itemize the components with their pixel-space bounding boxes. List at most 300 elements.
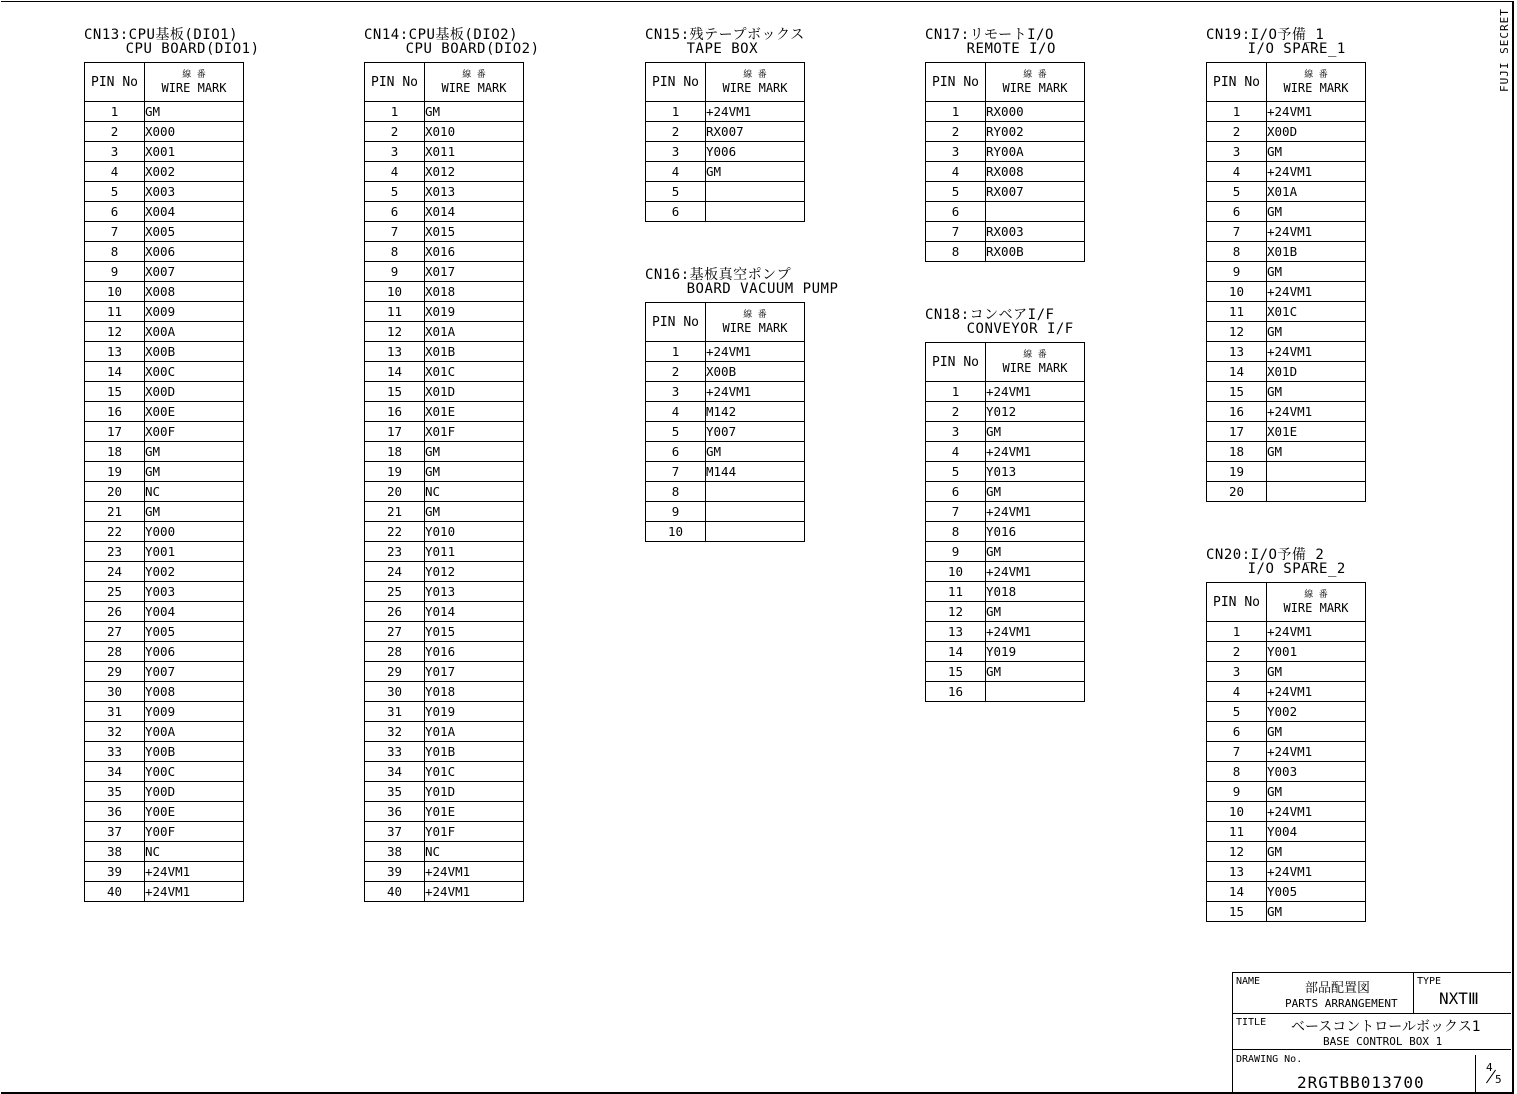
cn14-title-en: CPU BOARD(DIO2) — [405, 41, 540, 57]
wire-mark: Y005 — [1267, 882, 1366, 902]
wire-mark: X006 — [145, 242, 244, 262]
table-row — [85, 802, 244, 822]
pin-number: 28 — [85, 642, 145, 662]
pin-number: 6 — [646, 442, 706, 462]
table-row — [1207, 302, 1366, 322]
wire-mark-header — [986, 343, 1085, 382]
pin-number: 13 — [365, 342, 425, 362]
pin-number: 9 — [926, 542, 986, 562]
name-en: PARTS ARRANGEMENT — [1285, 997, 1398, 1010]
wire-mark: Y013 — [986, 462, 1085, 482]
wire-mark: X018 — [425, 282, 524, 302]
cn18-title — [925, 308, 1085, 336]
pin-number: 40 — [365, 882, 425, 902]
wire-mark: Y017 — [425, 662, 524, 682]
pin-number: 20 — [1207, 482, 1267, 502]
wire-mark: Y006 — [706, 142, 805, 162]
cn17-connector — [925, 28, 1085, 262]
pin-number: 20 — [365, 482, 425, 502]
wire-mark: Y002 — [145, 562, 244, 582]
table-row — [365, 722, 524, 742]
table-row — [1207, 882, 1366, 902]
wire-mark: GM — [986, 422, 1085, 442]
pin-number: 6 — [85, 202, 145, 222]
cn16-pin-table — [645, 302, 805, 542]
wire-mark: X00D — [1267, 122, 1366, 142]
wire-mark: X01A — [1267, 182, 1366, 202]
pin-number: 23 — [85, 542, 145, 562]
wire-mark-header-jp: 線 番 — [1304, 590, 1328, 600]
wire-mark: GM — [1267, 782, 1366, 802]
table-row — [365, 162, 524, 182]
wire-mark: X014 — [425, 202, 524, 222]
wire-mark: Y00E — [145, 802, 244, 822]
wire-mark-header-en: WIRE MARK — [441, 81, 507, 95]
pin-no-header: PIN No — [646, 63, 706, 102]
pin-number: 15 — [85, 382, 145, 402]
wire-mark: Y019 — [986, 642, 1085, 662]
table-row — [365, 782, 524, 802]
table-row — [85, 502, 244, 522]
wire-mark: X011 — [425, 142, 524, 162]
pin-number: 4 — [365, 162, 425, 182]
wire-mark: X009 — [145, 302, 244, 322]
wire-mark: Y01E — [425, 802, 524, 822]
wire-mark: Y015 — [425, 622, 524, 642]
table-row — [1207, 862, 1366, 882]
table-row — [646, 402, 805, 422]
table-row — [1207, 222, 1366, 242]
table-row — [85, 402, 244, 422]
wire-mark: Y012 — [986, 402, 1085, 422]
wire-mark: GM — [1267, 382, 1366, 402]
cn14-connector — [364, 28, 540, 902]
cn17-title — [925, 28, 1085, 56]
table-row — [646, 362, 805, 382]
cn17-pin-table — [925, 62, 1085, 262]
table-row — [85, 582, 244, 602]
table-row — [1207, 242, 1366, 262]
wire-mark: X015 — [425, 222, 524, 242]
wire-mark — [986, 202, 1085, 222]
wire-mark: Y01D — [425, 782, 524, 802]
pin-number: 11 — [1207, 302, 1267, 322]
table-row — [646, 422, 805, 442]
cn18-title-en: CONVEYOR I/F — [966, 321, 1074, 337]
pin-number: 1 — [85, 102, 145, 122]
table-row — [365, 682, 524, 702]
table-row — [646, 502, 805, 522]
table-row — [365, 522, 524, 542]
wire-mark-header — [145, 63, 244, 102]
pin-number: 12 — [85, 322, 145, 342]
pin-no-header: PIN No — [85, 63, 145, 102]
table-row — [85, 342, 244, 362]
table-row — [85, 162, 244, 182]
table-row — [926, 582, 1085, 602]
pin-number: 2 — [926, 122, 986, 142]
wire-mark: Y006 — [145, 642, 244, 662]
cn19-connector — [1206, 28, 1366, 502]
pin-number: 4 — [1207, 682, 1267, 702]
table-row — [646, 182, 805, 202]
pin-number: 24 — [365, 562, 425, 582]
pin-number: 1 — [926, 102, 986, 122]
pin-number: 5 — [926, 182, 986, 202]
pin-number: 32 — [85, 722, 145, 742]
table-row — [85, 662, 244, 682]
table-row — [1207, 722, 1366, 742]
table-row — [365, 882, 524, 902]
pin-number: 2 — [365, 122, 425, 142]
wire-mark: X002 — [145, 162, 244, 182]
wire-mark: RX00B — [986, 242, 1085, 262]
cn19-title-en: I/O SPARE_1 — [1247, 41, 1346, 57]
table-row — [926, 682, 1085, 702]
table-row — [1207, 362, 1366, 382]
cn13-connector — [84, 28, 260, 902]
wire-mark — [706, 482, 805, 502]
pin-number: 11 — [926, 582, 986, 602]
pin-number: 7 — [1207, 742, 1267, 762]
pin-number: 6 — [926, 202, 986, 222]
wire-mark: GM — [425, 462, 524, 482]
pin-no-header: PIN No — [1207, 63, 1267, 102]
pin-number: 6 — [1207, 202, 1267, 222]
pin-number: 39 — [85, 862, 145, 882]
wire-mark: +24VM1 — [706, 342, 805, 362]
wire-mark-header-jp: 線 番 — [462, 70, 486, 80]
wire-mark-header-jp: 線 番 — [1023, 70, 1047, 80]
pin-number: 3 — [926, 142, 986, 162]
cn16-title-jp: CN16:基板真空ポンプ — [645, 267, 792, 283]
wire-mark: Y01B — [425, 742, 524, 762]
pin-number: 7 — [926, 502, 986, 522]
table-row — [85, 682, 244, 702]
wire-mark: Y005 — [145, 622, 244, 642]
wire-mark: NC — [425, 842, 524, 862]
table-row — [1207, 662, 1366, 682]
pin-number: 36 — [365, 802, 425, 822]
pin-number: 13 — [1207, 342, 1267, 362]
pin-number: 17 — [1207, 422, 1267, 442]
wire-mark: GM — [1267, 902, 1366, 922]
table-row — [365, 362, 524, 382]
pin-number: 5 — [1207, 702, 1267, 722]
pin-number: 27 — [365, 622, 425, 642]
pin-number: 3 — [646, 382, 706, 402]
wire-mark: X01D — [425, 382, 524, 402]
pin-number: 1 — [1207, 102, 1267, 122]
wire-mark-header-jp: 線 番 — [1023, 350, 1047, 360]
table-row — [365, 762, 524, 782]
pin-number: 13 — [926, 622, 986, 642]
wire-mark: Y013 — [425, 582, 524, 602]
wire-mark: X005 — [145, 222, 244, 242]
table-row — [85, 382, 244, 402]
table-row — [85, 822, 244, 842]
pin-number: 17 — [85, 422, 145, 442]
pin-number: 8 — [926, 522, 986, 542]
pin-number: 12 — [926, 602, 986, 622]
wire-mark: X01F — [425, 422, 524, 442]
pin-number: 13 — [1207, 862, 1267, 882]
wire-mark: GM — [1267, 662, 1366, 682]
pin-number: 2 — [646, 362, 706, 382]
table-row — [85, 282, 244, 302]
table-row — [365, 862, 524, 882]
wire-mark: GM — [1267, 262, 1366, 282]
pin-number: 31 — [365, 702, 425, 722]
pin-number: 10 — [365, 282, 425, 302]
table-row — [85, 642, 244, 662]
wire-mark: +24VM1 — [1267, 342, 1366, 362]
table-row — [365, 222, 524, 242]
wire-mark: Y014 — [425, 602, 524, 622]
pin-number: 7 — [926, 222, 986, 242]
wire-mark — [1267, 482, 1366, 502]
wire-mark-header-en: WIRE MARK — [1283, 81, 1349, 95]
pin-number: 14 — [365, 362, 425, 382]
pin-number: 8 — [1207, 242, 1267, 262]
table-row — [365, 602, 524, 622]
wire-mark: +24VM1 — [1267, 862, 1366, 882]
table-row — [85, 362, 244, 382]
table-row — [365, 582, 524, 602]
table-row — [365, 282, 524, 302]
table-row — [926, 442, 1085, 462]
wire-mark: GM — [1267, 322, 1366, 342]
wire-mark: +24VM1 — [986, 622, 1085, 642]
table-row — [85, 302, 244, 322]
table-row — [926, 242, 1085, 262]
table-row — [85, 242, 244, 262]
wire-mark: Y010 — [425, 522, 524, 542]
pin-number: 29 — [365, 662, 425, 682]
pin-number: 5 — [646, 422, 706, 442]
table-row — [926, 662, 1085, 682]
pin-number: 2 — [85, 122, 145, 142]
wire-mark: X00F — [145, 422, 244, 442]
pin-number: 4 — [926, 442, 986, 462]
pin-number: 12 — [1207, 842, 1267, 862]
wire-mark: NC — [145, 842, 244, 862]
wire-mark: GM — [706, 442, 805, 462]
name-label: NAME — [1236, 976, 1261, 987]
wire-mark: +24VM1 — [1267, 742, 1366, 762]
cn15-title-en: TAPE BOX — [686, 41, 759, 57]
pin-number: 36 — [85, 802, 145, 822]
pin-number: 10 — [1207, 282, 1267, 302]
pin-number: 15 — [365, 382, 425, 402]
pin-number: 17 — [365, 422, 425, 442]
table-row — [85, 762, 244, 782]
wire-mark: Y018 — [986, 582, 1085, 602]
table-row — [365, 802, 524, 822]
table-row — [365, 482, 524, 502]
table-row — [1207, 462, 1366, 482]
table-row — [1207, 442, 1366, 462]
table-row — [926, 382, 1085, 402]
wire-mark: +24VM1 — [1267, 102, 1366, 122]
pin-number: 23 — [365, 542, 425, 562]
pin-number: 33 — [85, 742, 145, 762]
cn16-title-en: BOARD VACUUM PUMP — [686, 281, 839, 297]
table-row — [85, 742, 244, 762]
wire-mark: Y016 — [986, 522, 1085, 542]
cn20-title — [1206, 548, 1366, 576]
pin-number: 3 — [1207, 662, 1267, 682]
cn15-title — [645, 28, 805, 56]
wire-mark-header — [986, 63, 1085, 102]
wire-mark: Y000 — [145, 522, 244, 542]
pin-number: 6 — [1207, 722, 1267, 742]
pin-number: 38 — [85, 842, 145, 862]
table-row — [1207, 822, 1366, 842]
wire-mark: Y00C — [145, 762, 244, 782]
wire-mark: Y008 — [145, 682, 244, 702]
cn19-pin-table — [1206, 62, 1366, 502]
table-row — [85, 422, 244, 442]
cn18-pin-table — [925, 342, 1085, 702]
pin-number: 30 — [365, 682, 425, 702]
wire-mark: Y016 — [425, 642, 524, 662]
wire-mark-header-jp: 線 番 — [1304, 70, 1328, 80]
wire-mark: +24VM1 — [1267, 222, 1366, 242]
table-row — [85, 182, 244, 202]
table-row — [926, 402, 1085, 422]
wire-mark-header — [1267, 583, 1366, 622]
table-row — [365, 322, 524, 342]
cn20-connector — [1206, 548, 1366, 922]
wire-mark: Y00D — [145, 782, 244, 802]
table-row — [646, 162, 805, 182]
wire-mark-header — [706, 303, 805, 342]
wire-mark: X01A — [425, 322, 524, 342]
table-row — [85, 562, 244, 582]
table-row — [646, 522, 805, 542]
pin-number: 19 — [1207, 462, 1267, 482]
pin-number: 14 — [926, 642, 986, 662]
sheet-total: 5 — [1495, 1073, 1502, 1086]
pin-no-header: PIN No — [365, 63, 425, 102]
pin-number: 16 — [85, 402, 145, 422]
table-row — [1207, 802, 1366, 822]
wire-mark: Y00A — [145, 722, 244, 742]
wire-mark: X004 — [145, 202, 244, 222]
wire-mark: RX008 — [986, 162, 1085, 182]
table-row — [926, 162, 1085, 182]
table-row — [365, 702, 524, 722]
pin-number: 29 — [85, 662, 145, 682]
wire-mark: X007 — [145, 262, 244, 282]
wire-mark: GM — [986, 662, 1085, 682]
table-row — [365, 382, 524, 402]
table-row — [85, 122, 244, 142]
cn14-pin-table — [364, 62, 524, 902]
wire-mark: X001 — [145, 142, 244, 162]
cn14-title-jp: CN14:CPU基板(DIO2) — [364, 27, 519, 43]
pin-number: 35 — [365, 782, 425, 802]
pin-number: 2 — [1207, 642, 1267, 662]
wire-mark: +24VM1 — [986, 502, 1085, 522]
table-row — [365, 502, 524, 522]
table-row — [85, 542, 244, 562]
wire-mark: +24VM1 — [145, 862, 244, 882]
cn18-connector — [925, 308, 1085, 702]
wire-mark: GM — [986, 602, 1085, 622]
cn17-title-en: REMOTE I/O — [966, 41, 1056, 57]
table-row — [365, 182, 524, 202]
type-label: TYPE — [1417, 976, 1442, 987]
wire-mark: GM — [145, 442, 244, 462]
wire-mark — [1267, 462, 1366, 482]
table-row — [926, 622, 1085, 642]
table-row — [365, 102, 524, 122]
table-row — [365, 562, 524, 582]
pin-number: 15 — [926, 662, 986, 682]
pin-number: 2 — [646, 122, 706, 142]
pin-number: 19 — [85, 462, 145, 482]
wire-mark — [706, 502, 805, 522]
wire-mark: GM — [1267, 442, 1366, 462]
table-row — [1207, 682, 1366, 702]
pin-number: 11 — [365, 302, 425, 322]
pin-number: 34 — [365, 762, 425, 782]
table-row — [85, 222, 244, 242]
table-row — [926, 422, 1085, 442]
wire-mark: Y011 — [425, 542, 524, 562]
wire-mark: Y012 — [425, 562, 524, 582]
table-row — [1207, 262, 1366, 282]
wire-mark: +24VM1 — [986, 382, 1085, 402]
pin-number: 14 — [1207, 362, 1267, 382]
wire-mark: Y004 — [1267, 822, 1366, 842]
pin-number: 7 — [85, 222, 145, 242]
table-row — [646, 462, 805, 482]
table-row — [1207, 702, 1366, 722]
table-row — [85, 322, 244, 342]
pin-number: 24 — [85, 562, 145, 582]
cn15-title-jp: CN15:残テープボックス — [645, 27, 805, 43]
wire-mark: RX003 — [986, 222, 1085, 242]
wire-mark-header-en: WIRE MARK — [1002, 361, 1068, 375]
wire-mark: X01B — [1267, 242, 1366, 262]
pin-number: 5 — [926, 462, 986, 482]
wire-mark: X008 — [145, 282, 244, 302]
wire-mark: GM — [425, 442, 524, 462]
pin-number: 31 — [85, 702, 145, 722]
pin-number: 5 — [85, 182, 145, 202]
wire-mark: X019 — [425, 302, 524, 322]
wire-mark: +24VM1 — [425, 862, 524, 882]
pin-number: 8 — [1207, 762, 1267, 782]
pin-number: 38 — [365, 842, 425, 862]
wire-mark: NC — [425, 482, 524, 502]
pin-number: 13 — [85, 342, 145, 362]
table-row — [85, 482, 244, 502]
wire-mark: +24VM1 — [1267, 162, 1366, 182]
wire-mark: Y003 — [1267, 762, 1366, 782]
table-row — [1207, 902, 1366, 922]
pin-number: 37 — [365, 822, 425, 842]
pin-number: 5 — [1207, 182, 1267, 202]
pin-number: 10 — [646, 522, 706, 542]
table-row — [365, 202, 524, 222]
wire-mark: RX007 — [986, 182, 1085, 202]
table-row — [85, 102, 244, 122]
table-row — [365, 662, 524, 682]
